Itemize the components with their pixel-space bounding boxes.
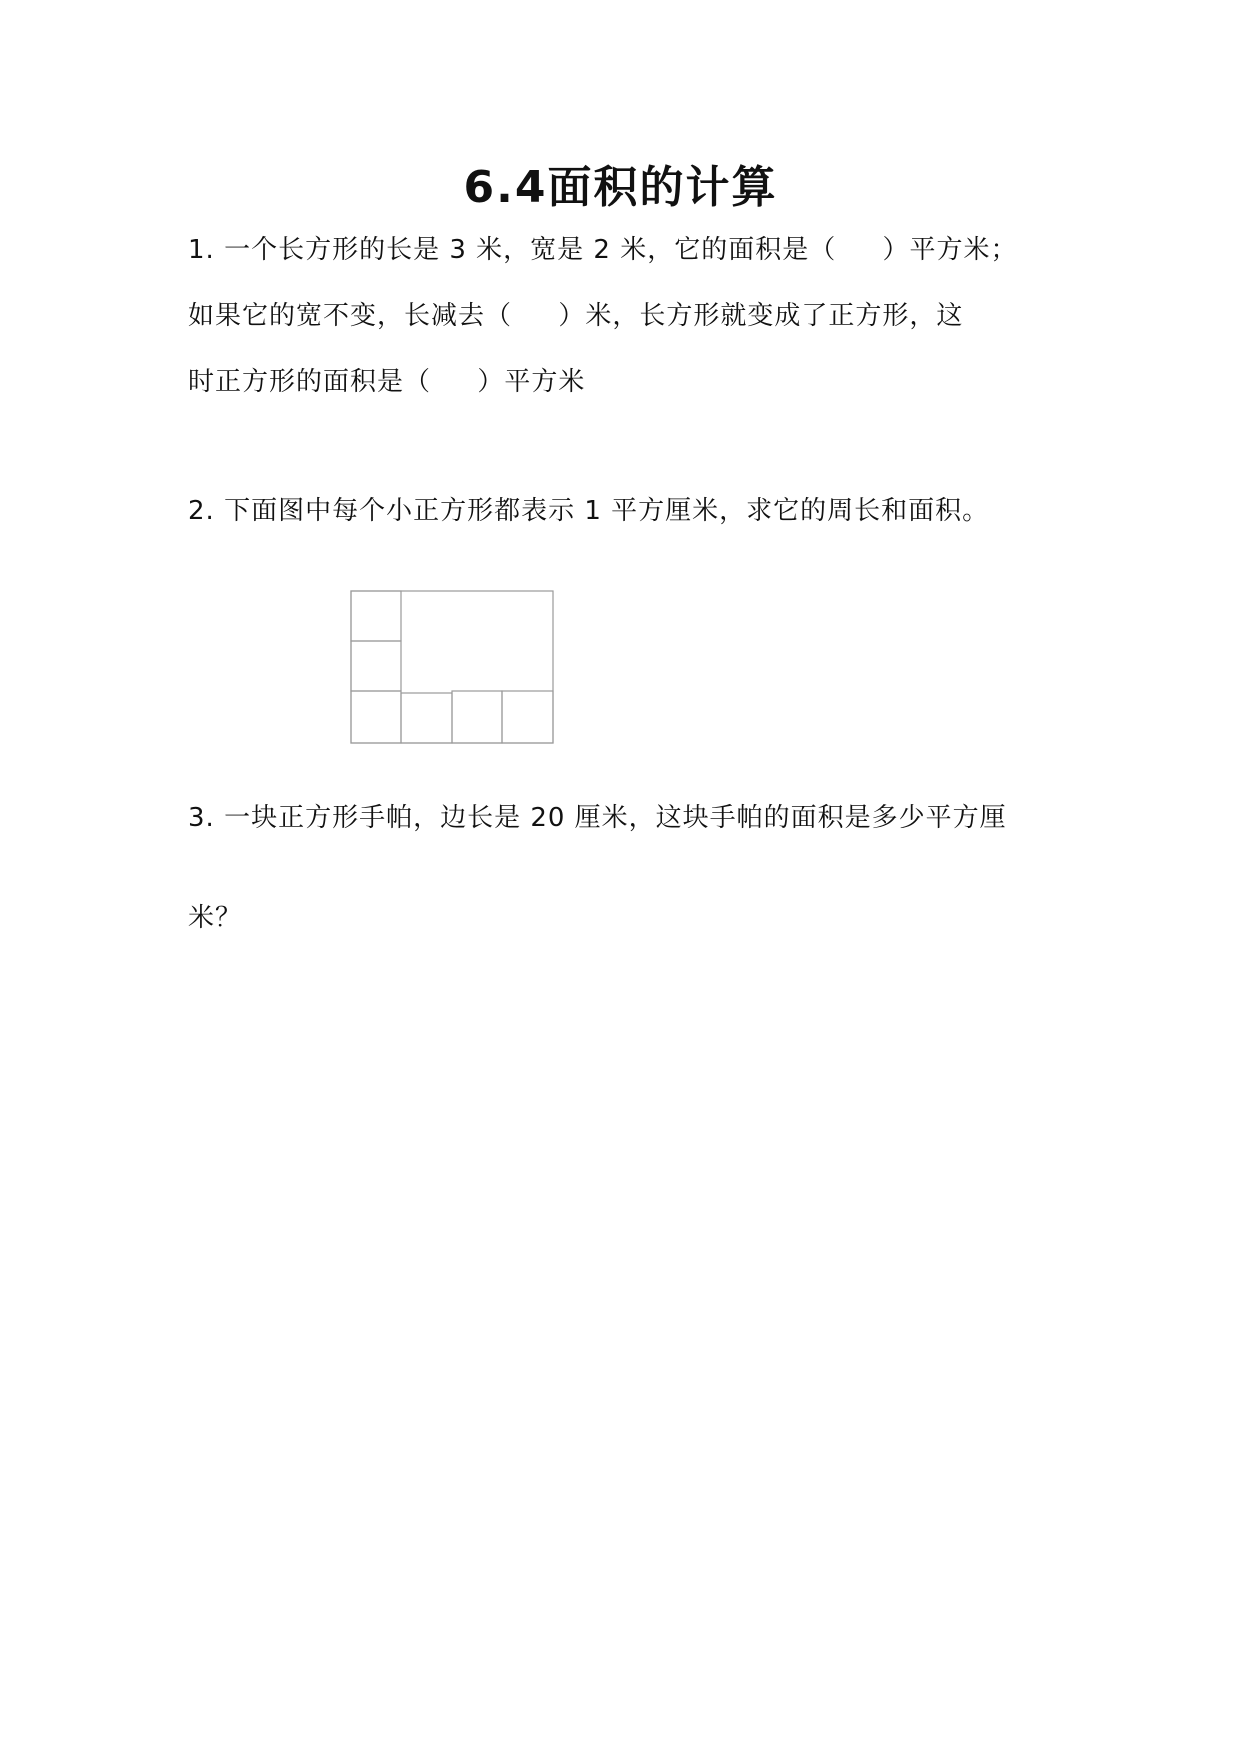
small-square	[351, 641, 401, 691]
question-1-line-2: 如果它的宽不变，长减去（ ）米，长方形就变成了正方形，这	[188, 301, 964, 331]
grid-figure	[350, 590, 554, 744]
question-1-line-1: 1. 一个长方形的长是 3 米，宽是 2 米，它的面积是（ ）平方米；	[188, 235, 1018, 265]
question-3-line-1: 3. 一块正方形手帕，边长是 20 厘米，这块手帕的面积是多少平方厘	[188, 803, 1007, 833]
small-square	[351, 691, 401, 743]
question-1-line-3: 时正方形的面积是（ ）平方米	[188, 367, 586, 397]
question-2-line-1: 2. 下面图中每个小正方形都表示 1 平方厘米，求它的周长和面积。	[188, 496, 990, 526]
small-square	[502, 691, 553, 743]
small-square	[401, 693, 452, 743]
page-title: 6.4面积的计算	[463, 162, 778, 213]
small-square	[452, 691, 502, 743]
small-square	[351, 591, 401, 641]
question-3-line-2: 米？	[188, 903, 243, 933]
